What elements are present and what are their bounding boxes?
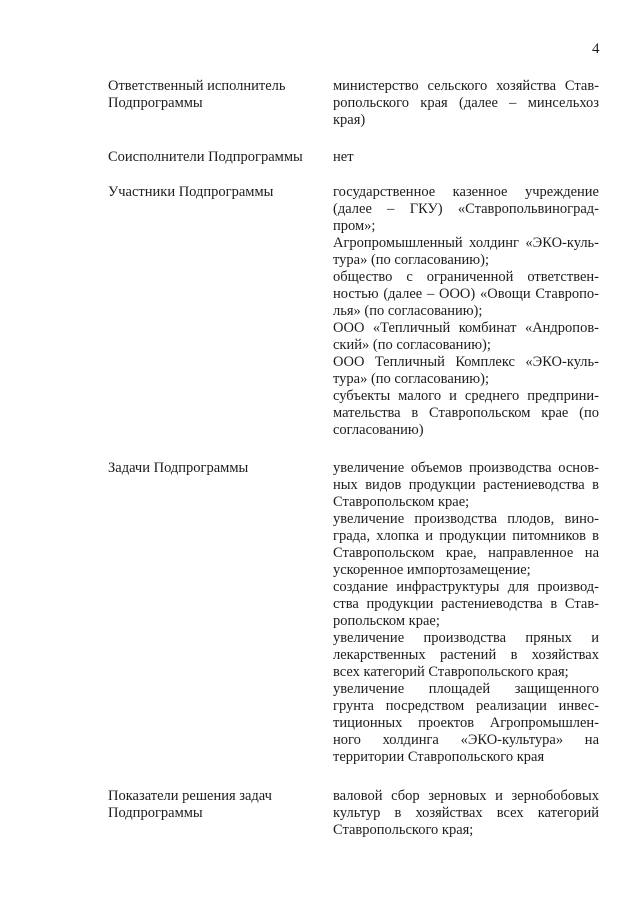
value-line: града, хлопка и продукции питомников в (333, 528, 599, 544)
value-line: грунта посредством реализации инвес- (333, 698, 599, 714)
value-line: культур в хозяйствах всех категорий (333, 805, 599, 821)
value-line: валовой сбор зерновых и зернобобовых (333, 788, 599, 804)
value-line: ускоренное импортозамещение; (333, 562, 531, 578)
value-line: увеличение объемов производства основ- (333, 460, 599, 476)
value-line: Ставропольского края; (333, 822, 474, 838)
label-line: Задачи Подпрограммы (108, 460, 249, 476)
value-line: ООО Тепличный Комплекс «ЭКО-куль- (333, 354, 599, 370)
page-number: 4 (592, 41, 600, 57)
value-line: увеличение площадей защищенного (333, 681, 599, 697)
label-line: Участники Подпрограммы (108, 184, 274, 200)
value-line: ных видов продукции растениеводства в (333, 477, 599, 493)
value-line: увеличение производства плодов, вино- (333, 511, 599, 527)
row-value (333, 788, 599, 839)
row-label (108, 460, 318, 477)
value-line: мательства в Ставропольском крае (по (333, 405, 599, 421)
row-value (333, 149, 599, 166)
value-line: тиционных проектов Агропромышлен- (333, 715, 599, 731)
value-line: лекарственных растений в хозяйствах (333, 647, 599, 663)
value-line: ностью (далее – ООО) «Овощи Ставропо- (333, 286, 599, 302)
row-label (108, 78, 318, 112)
value-line: тура» (по согласованию); (333, 252, 489, 268)
value-line: ропольского края (далее – минсельхоз (333, 95, 599, 111)
value-line: согласованию) (333, 422, 424, 438)
value-line: лья» (по согласованию); (333, 303, 483, 319)
value-line: тура» (по согласованию); (333, 371, 489, 387)
row-value (333, 184, 599, 439)
row-label (108, 149, 318, 166)
row-value (333, 78, 599, 129)
value-line: Агропромышленный холдинг «ЭКО-куль- (333, 235, 599, 251)
value-line: Ставропольском крае, направленное на (333, 545, 599, 561)
value-line: Ставропольском крае; (333, 494, 470, 510)
value-line: государственное казенное учреждение (333, 184, 599, 200)
value-line: увеличение производства пряных и (333, 630, 599, 646)
value-line: субъекты малого и среднего предприни- (333, 388, 599, 404)
label-line: Подпрограммы (108, 95, 203, 111)
value-line: ного холдинга «ЭКО-культура» на (333, 732, 599, 748)
value-line: (далее – ГКУ) «Ставропольвиноград- (333, 201, 599, 217)
row-label (108, 184, 318, 201)
value-line: края) (333, 112, 366, 128)
label-line: Показатели решения задач (108, 788, 272, 804)
value-line: всех категорий Ставропольского края; (333, 664, 569, 680)
value-line: ский» (по согласованию); (333, 337, 491, 353)
value-line: ропольском крае; (333, 613, 440, 629)
value-line: министерство сельского хозяйства Став- (333, 78, 599, 94)
label-line: Соисполнители Подпрограммы (108, 149, 303, 165)
row-value (333, 460, 599, 766)
value-line: создание инфраструктуры для производ- (333, 579, 599, 595)
value-line: общество с ограниченной ответствен- (333, 269, 599, 285)
row-label (108, 788, 318, 822)
value-line: ООО «Тепличный комбинат «Андропов- (333, 320, 599, 336)
value-line: ства продукции растениеводства в Став- (333, 596, 599, 612)
value-line: пром»; (333, 218, 376, 234)
value-line: нет (333, 149, 354, 165)
value-line: территории Ставропольского края (333, 749, 545, 765)
label-line: Ответственный исполнитель (108, 78, 286, 94)
label-line: Подпрограммы (108, 805, 203, 821)
